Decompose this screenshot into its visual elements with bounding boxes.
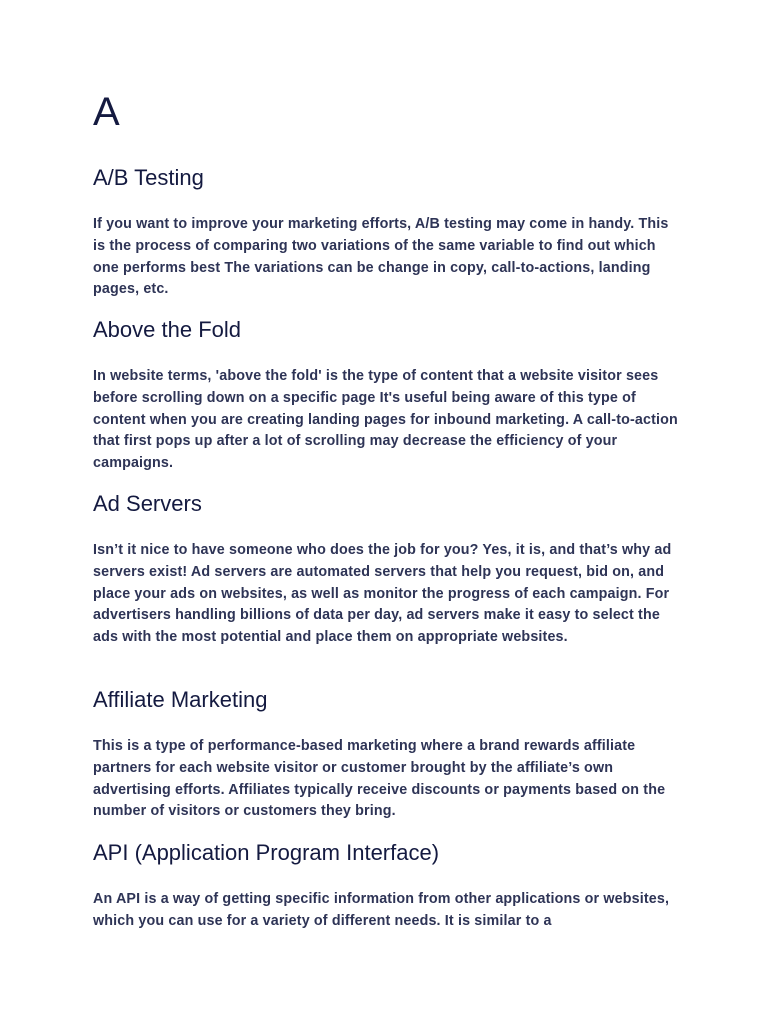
term-definition: In website terms, 'above the fold' is the type of content that a website visitor sees before scrolling down on a specific page It's useful being aware of this type of content when you are creating landing pages for inbound marketing. A call-to-action that first pops up after a lot of scrolling may decrease the efficiency of your campaigns.	[93, 368, 678, 472]
term-definition: If you want to improve your marketing efforts, A/B testing may come in handy. This is the process of comparing two variations of the same variable to find out which one performs best The variations can be change in copy, call-to-actions, landing pages, etc.	[93, 216, 669, 298]
term-title: Ad Servers	[93, 491, 202, 516]
term-definition: An API is a way of getting specific information from other applications or websites, which you can use for a variety of different needs. It is similar to a	[93, 891, 670, 929]
term-title: A/B Testing	[93, 165, 204, 190]
section-letter-heading: A	[93, 90, 120, 134]
glossary-entry-above-the-fold	[93, 316, 678, 475]
glossary-entry-ab-testing	[93, 164, 678, 301]
glossary-entry-ad-servers	[93, 490, 678, 649]
term-title: Affiliate Marketing	[93, 687, 268, 712]
term-title: Above the Fold	[93, 317, 241, 342]
term-title: API (Application Program Interface)	[93, 840, 440, 865]
glossary-entry-affiliate-marketing	[93, 686, 678, 823]
term-definition: Isn’t it nice to have someone who does the job for you? Yes, it is, and that’s why ad servers exist! Ad servers are automated servers that help you request, bid on, and place your ads on websites, as well as monitor the progress of each campaign. For advertisers handling billions of data per day, ad servers make it easy to select the ads with the most potential and place them on appropriate websites.	[93, 542, 672, 646]
term-definition: This is a type of performance-based marketing where a brand rewards affiliate partners for each website visitor or customer brought by the affiliate’s own advertising efforts. Affiliates typically receive discounts or payments based on the number of visitors or customers they bring.	[93, 738, 666, 820]
glossary-entry-api	[93, 839, 678, 933]
